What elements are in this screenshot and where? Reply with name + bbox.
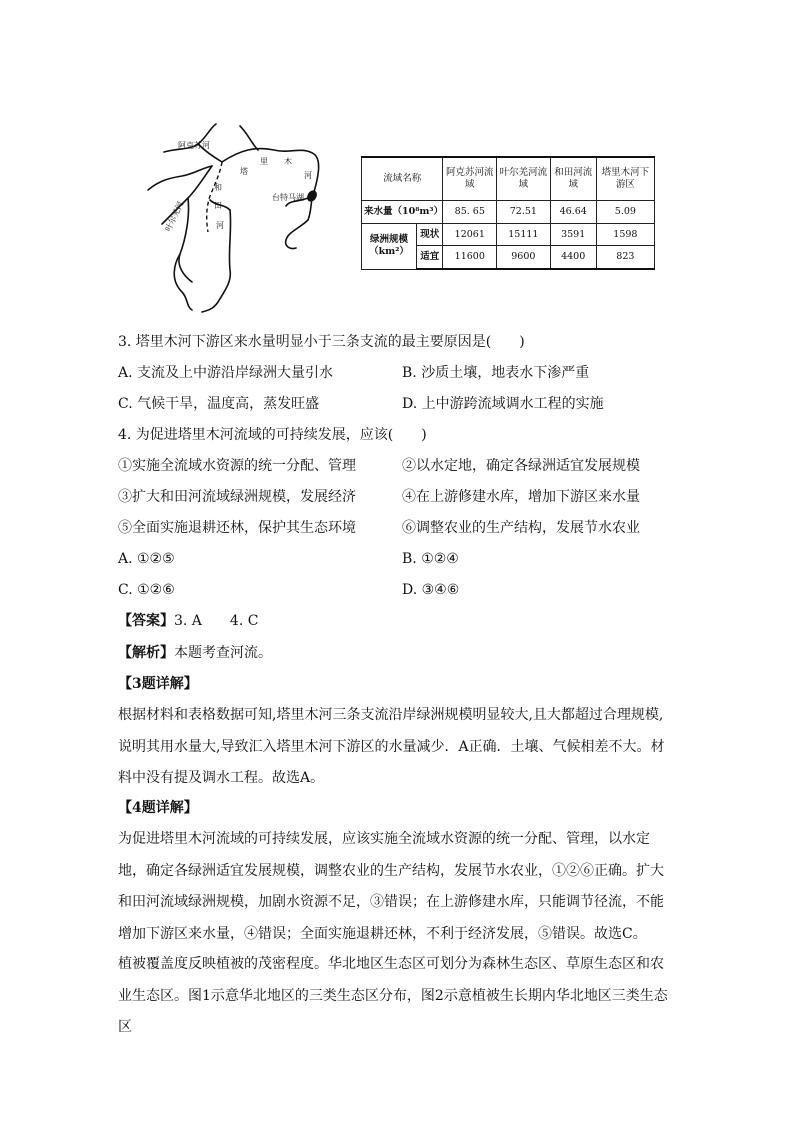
q4-statement-4: ④在上游修建水库，增加下游区来水量 <box>402 489 640 505</box>
next-passage-text: 植被覆盖度反映植被的茂密程度。华北地区生态区可划分为森林生态区、草原生态区和农业生态区。图1示意华北地区的三类生态区分布，图2示意植被生长期内华北地区三类生态区 <box>118 956 668 1035</box>
q3-detail-text: 根据材料和表格数据可知,塔里木河三条支流沿岸绿洲规模明显较大,且大都超过合理规模,说明其用水量大,导致汇入塔里木河下游区的水量减少．A正确．土壤、气候相差不大。材料中没有提及调水工程。故选A。 <box>118 707 665 786</box>
map-label-hotan-1: 和 <box>214 183 222 192</box>
q3-option-c: C. 气候干旱，温度高，蒸发旺盛 <box>118 396 320 412</box>
map-label-tarim-4: 河 <box>304 171 312 180</box>
table-header-cell: 叶尔羌河流域 <box>497 157 551 201</box>
taitema-lake <box>305 189 319 204</box>
table-header-cell: 和田河流域 <box>550 157 596 201</box>
map-label-hotan-2: 田 <box>214 201 222 210</box>
map-label-hotan-3: 河 <box>216 221 224 230</box>
table-cell: 1598 <box>596 223 654 245</box>
table-header-cell: 阿克苏河流域 <box>443 157 497 201</box>
table-cell: 9600 <box>497 246 551 269</box>
map-label-tarim-3: 木 <box>284 157 292 166</box>
q3-option-b: B. 沙质土壤，地表水下渗严重 <box>402 365 590 381</box>
table-row <box>362 201 655 223</box>
q4-statement-6: ⑥调整农业的生产结构，发展节水农业 <box>402 520 640 536</box>
table-cell: 72.51 <box>497 201 551 223</box>
table-cell: 11600 <box>443 246 497 269</box>
table-cell: 46.64 <box>550 201 596 223</box>
map-label-taitema: 台特马湖 <box>272 193 304 202</box>
table-cell: 4400 <box>550 246 596 269</box>
answer-tag: 【答案】 <box>118 613 174 629</box>
q4-statement-5: ⑤全面实施退耕还林，保护其生态环境 <box>118 520 356 536</box>
table-header-cell: 流域名称 <box>362 157 443 201</box>
q4-stem: 4. 为促进塔里木河流域的可持续发展，应该( ) <box>118 427 427 443</box>
q3-option-d: D. 上中游跨流域调水工程的实施 <box>402 396 604 412</box>
table-row-sublabel: 适宜 <box>417 246 443 269</box>
river-basin-table <box>361 156 655 270</box>
q4-statement-3: ③扩大和田河流域绿洲规模，发展经济 <box>118 489 356 505</box>
q3-stem: 3. 塔里木河下游区来水量明显小于三条支流的最主要原因是( ) <box>118 334 525 350</box>
table-row-label: 绿洲规模（km²） <box>362 223 417 269</box>
table-row-label: 来水量（10⁸m³） <box>362 201 443 223</box>
answer-line <box>118 611 258 631</box>
map-label-tarim: 塔 <box>240 167 248 176</box>
q4-option-d: D. ③④⑥ <box>402 582 460 598</box>
q4-option-a: A. ①②⑤ <box>118 551 175 567</box>
table-cell: 3591 <box>550 223 596 245</box>
table-cell: 5.09 <box>596 201 654 223</box>
table-cell: 85. 65 <box>443 201 497 223</box>
q3-option-a: A. 支流及上中游沿岸绿洲大量引水 <box>118 365 334 381</box>
q4-option-b: B. ①②④ <box>402 551 459 567</box>
answer-text: 3. A 4. C <box>174 613 259 629</box>
table-header-cell: 塔里木河下游区 <box>596 157 654 201</box>
q3-detail-heading: 【3题详解】 <box>118 676 198 692</box>
map-label-tarim-2: 里 <box>260 157 268 166</box>
table-cell: 12061 <box>443 223 497 245</box>
table-row-sublabel: 现状 <box>417 223 443 245</box>
table-cell: 15111 <box>497 223 551 245</box>
table-row <box>362 223 655 245</box>
q4-statement-2: ②以水定地，确定各绿洲适宜发展规模 <box>402 458 640 474</box>
q4-detail-text: 为促进塔里木河流域的可持续发展，应该实施全流域水资源的统一分配、管理，以水定地，确定各绿洲适宜发展规模，调整农业的生产结构，发展节水农业，①②⑥正确。扩大和田河流域绿洲规模，加剧水资源不足，③错误；在上游修建水库，只能调节径流，不能增加下游区来水量，④错误；全面实施退耕还林，不利于经济发展，⑤错误。故选C。 <box>118 831 664 942</box>
q4-statement-1: ①实施全流域水资源的统一分配、管理 <box>118 458 356 474</box>
q4-option-c: C. ①②⑥ <box>118 582 175 598</box>
table-cell: 823 <box>596 246 654 269</box>
tarim-river <box>222 149 319 221</box>
q4-detail-heading: 【4题详解】 <box>118 800 198 816</box>
table-header-row <box>362 157 655 201</box>
tarim-river-map <box>140 120 345 315</box>
analysis-text: 本题考查河流。 <box>174 645 272 661</box>
map-label-yarkand: 叶尔羌河 <box>163 200 186 233</box>
map-label-aksu: 阿克苏河 <box>178 141 210 150</box>
analysis-tag: 【解析】 <box>118 645 174 661</box>
analysis-line <box>118 643 272 663</box>
